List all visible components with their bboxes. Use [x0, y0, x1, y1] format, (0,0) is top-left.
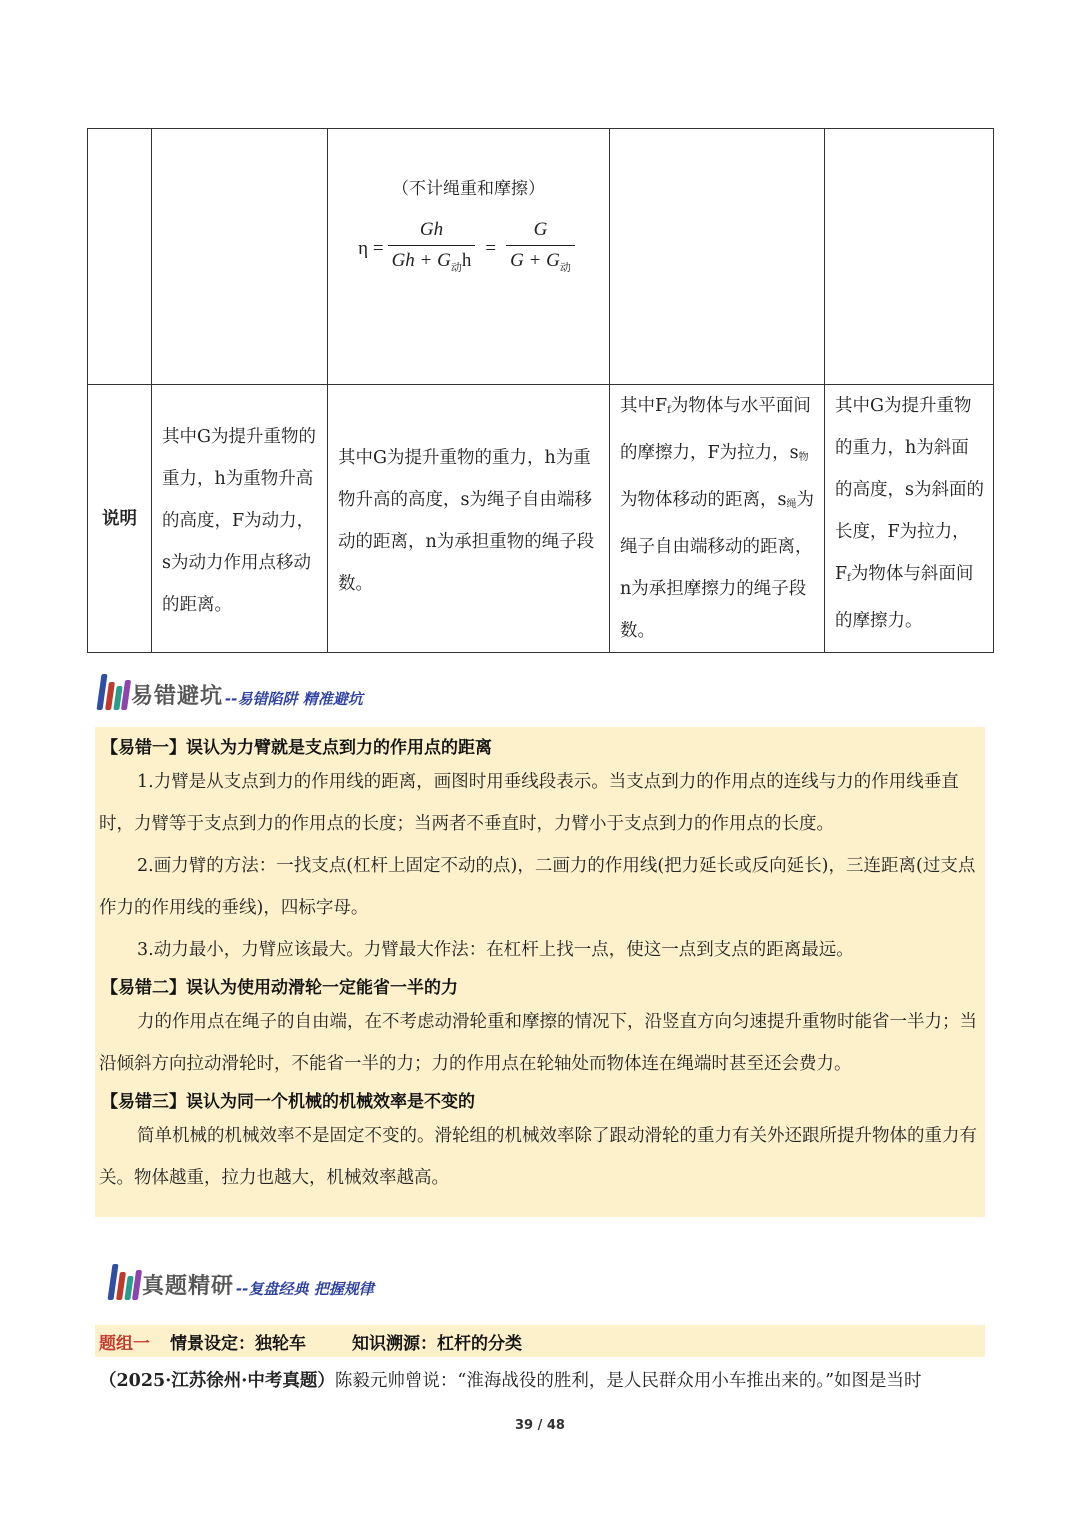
efficiency-formula: [328, 219, 609, 279]
table-cell-incline: [825, 385, 994, 653]
question-text: [99, 1368, 989, 1394]
pitfall-paragraph: 3.动力最小，力臂应该最大。力臂最大作法：在杠杆上找一点，使这一点到支点的距离最远。: [137, 940, 854, 960]
text-part: 为绳子自由端移动的距离，n为承担摩擦力的绳子段数。: [620, 490, 814, 641]
formula-fraction-1: [388, 219, 476, 279]
source-label: 知识溯源：杠杆的分类: [352, 1333, 522, 1354]
pitfall-paragraph: 2.画力臂的方法：一找支点(杠杆上固定不动的点)，二画力的作用线(把力延长或反向延长)，三连距离(过支点作力的作用线的垂线)，四标字母。: [99, 856, 976, 918]
fraction-denominator: [506, 245, 575, 279]
question-source: （2025·江苏徐州·中考真题）: [99, 1371, 335, 1391]
group-label: 题组一: [99, 1333, 150, 1354]
den-part: Gh + G: [391, 250, 451, 271]
cell-text: [825, 385, 993, 642]
den-sub: 动: [559, 261, 571, 274]
text-part: 为物体与水平面间的摩擦力，F为拉力，s: [620, 396, 811, 463]
cell-text: [610, 385, 824, 652]
pitfall-section-header: [97, 672, 363, 710]
subscript: f: [847, 573, 851, 584]
question-group-bar: [95, 1325, 985, 1357]
books-logo-icon: [97, 672, 129, 710]
pitfall-title: 【易错三】误认为同一个机械的机械效率是不变的: [101, 1092, 475, 1112]
section-subtitle: --复盘经典 把握规律: [236, 1280, 374, 1298]
text-part: 为物体与斜面间的摩擦力。: [835, 564, 974, 631]
pitfall-paragraph: 简单机械的机械效率不是固定不变的。滑轮组的机械效率除了跟动滑轮的重力有关外还跟所提升物体的重力有关。物体越重，拉力也越大，机械效率越高。: [99, 1126, 977, 1188]
subscript: 物: [798, 452, 809, 463]
table-cell: [152, 129, 328, 385]
fraction-numerator: Gh: [419, 219, 444, 240]
scenario-label: 情景设定：独轮车: [170, 1333, 306, 1354]
den-sub: 动: [450, 261, 462, 274]
pitfall-title: 【易错一】误认为力臂就是支点到力的作用点的距离: [101, 738, 492, 758]
content-table: [87, 128, 994, 653]
subscript: f: [667, 405, 671, 416]
row-label: 说明: [88, 385, 152, 653]
formula-note: （不计绳重和摩擦）: [392, 179, 545, 199]
table-cell-formula: [328, 129, 610, 385]
table-row: [88, 385, 994, 653]
table-cell-horizontal-pulley: [610, 385, 825, 653]
text-part: 其中G为提升重物的重力，h为斜面的高度，s为斜面的长度，F为拉力，F: [835, 396, 984, 584]
books-logo-icon: [108, 1262, 140, 1300]
pitfall-box: [95, 727, 985, 1217]
table-row: [88, 129, 994, 385]
pitfall-paragraph: 力的作用点在绳子的自由端，在不考虑动滑轮重和摩擦的情况下，沿竖直方向匀速提升重物时能省一半力；当沿倾斜方向拉动滑轮时，不能省一半的力；力的作用点在轮轴处而物体连在绳端时甚至还会费力。: [99, 1012, 977, 1074]
text-part: 其中F: [620, 396, 668, 416]
table-cell-lever: [152, 385, 328, 653]
fraction-denominator: [388, 245, 476, 279]
formula-fraction-2: [506, 219, 575, 279]
question-body: 陈毅元帅曾说：“淮海战役的胜利，是人民群众用小车推出来的。”如图是当时: [334, 1371, 922, 1391]
research-section-header: [108, 1262, 374, 1300]
text-part: 为物体移动的距离，s: [620, 490, 787, 510]
section-subtitle: --易错陷阱 精准避坑: [225, 690, 363, 708]
pitfall-title: 【易错二】误认为使用动滑轮一定能省一半的力: [101, 978, 458, 998]
den-part: G + G: [510, 250, 560, 271]
table-cell-pulley: [328, 385, 610, 653]
formula-lhs: η =: [358, 237, 384, 259]
cell-text: 其中G为提升重物的重力，h为重物升高的高度，F为动力，s为动力作用点移动的距离。: [162, 426, 316, 615]
formula-equals: =: [485, 237, 497, 259]
subscript: 绳: [786, 499, 797, 510]
table-cell: [825, 129, 994, 385]
den-part: h: [461, 250, 472, 271]
page-number: 39 / 48: [515, 1418, 565, 1433]
cell-text: 其中G为提升重物的重力，h为重物升高的高度，s为绳子自由端移动的距离，n为承担重物的绳子段数。: [338, 447, 595, 594]
table-cell: [88, 129, 152, 385]
pitfall-paragraph: 1.力臂是从支点到力的作用线的距离，画图时用垂线段表示。当支点到力的作用点的连线与力的作用线垂直时，力臂等于支点到力的作用点的长度；当两者不垂直时，力臂小于支点到力的作用点的长度。: [99, 772, 959, 834]
section-title: 易错避坑: [131, 684, 224, 709]
table-cell: [610, 129, 825, 385]
section-title: 真题精研: [142, 1274, 235, 1299]
fraction-numerator: G: [533, 219, 548, 240]
